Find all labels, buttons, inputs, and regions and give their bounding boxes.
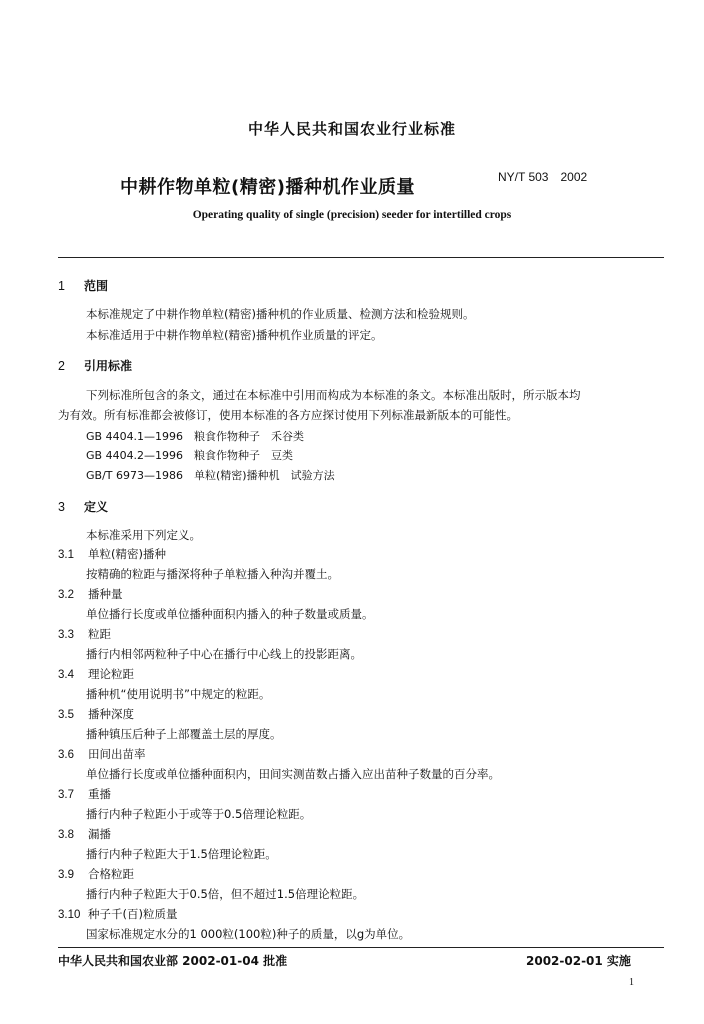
section-number: 3	[58, 500, 65, 514]
section-title: 范围	[84, 279, 109, 293]
section-number: 1	[58, 279, 65, 293]
definition-term	[58, 546, 166, 562]
paragraph: 本标准采用下列定义。	[86, 528, 201, 542]
definition-term	[58, 586, 123, 602]
definition-text: 播种镇压后种子上部覆盖土层的厚度。	[86, 727, 282, 741]
definition-text: 按精确的粒距与播深将种子单粒播入种沟并覆土。	[86, 567, 339, 581]
paragraph: 本标准适用于中耕作物单粒(精密)播种机作业质量的评定。	[86, 328, 383, 342]
reference-item: GB/T 6973—1986 单粒(精密)播种机 试验方法	[86, 469, 335, 482]
term-label: 播种量	[88, 587, 123, 601]
definition-term	[58, 906, 177, 922]
header-divider	[58, 257, 664, 258]
issuing-authority: 中华人民共和国农业行业标准	[247, 120, 456, 138]
definition-text: 播行内相邻两粒种子中心在播行中心线上的投影距离。	[86, 647, 362, 661]
definition-term	[58, 826, 111, 842]
definition-term	[58, 666, 134, 682]
clause-number: 3.8	[58, 829, 74, 841]
reference-item: GB 4404.1—1996 粮食作物种子 禾谷类	[86, 430, 305, 443]
definition-term	[58, 706, 134, 722]
definition-term	[58, 866, 134, 882]
definition-text: 国家标准规定水分的1 000粒(100粒)种子的质量，以g为单位。	[86, 927, 411, 941]
term-label: 单粒(精密)播种	[88, 547, 166, 561]
section-heading-scope	[58, 277, 108, 294]
approval-line: 中华人民共和国农业部 2002-01-04 批准	[58, 954, 288, 968]
definition-text: 单位播行长度或单位播种面积内播入的种子数量或质量。	[86, 607, 374, 621]
reference-item: GB 4404.2—1996 粮食作物种子 豆类	[86, 449, 294, 462]
definition-text: 单位播行长度或单位播种面积内，田间实测苗数占播入应出苗种子数量的百分率。	[86, 767, 500, 781]
definition-text: 播行内种子粒距小于或等于0.5倍理论粒距。	[86, 807, 312, 821]
clause-number: 3.5	[58, 709, 74, 721]
definition-term	[58, 786, 111, 802]
footer-divider	[58, 947, 664, 948]
definition-term	[58, 746, 146, 762]
standard-number: NY/T 503 2002	[498, 170, 588, 184]
paragraph: 本标准规定了中耕作物单粒(精密)播种机的作业质量、检测方法和检验规则。	[86, 307, 475, 321]
page-number: 1	[629, 977, 634, 988]
term-label: 漏播	[88, 827, 111, 841]
definition-text: 播行内种子粒距大于0.5倍，但不超过1.5倍理论粒距。	[86, 887, 365, 901]
definition-text: 播种机“使用说明书”中规定的粒距。	[86, 687, 271, 701]
clause-number: 3.7	[58, 789, 74, 801]
term-label: 合格粒距	[88, 867, 134, 881]
paragraph: 下列标准所包含的条文，通过在本标准中引用而构成为本标准的条文。本标准出版时，所示版本均	[86, 388, 581, 402]
clause-number: 3.9	[58, 869, 74, 881]
term-label: 重播	[88, 787, 111, 801]
english-title: Operating quality of single (precision) seeder for intertilled crops	[192, 209, 512, 221]
definition-text: 播行内种子粒距大于1.5倍理论粒距。	[86, 847, 277, 861]
document-title: 中耕作物单粒(精密)播种机作业质量	[120, 177, 415, 198]
section-number: 2	[58, 359, 65, 373]
clause-number: 3.1	[58, 549, 74, 561]
term-label: 粒距	[88, 627, 111, 641]
paragraph: 为有效。所有标准都会被修订，使用本标准的各方应探讨使用下列标准最新版本的可能性。	[58, 408, 518, 422]
term-label: 播种深度	[88, 707, 134, 721]
term-label: 理论粒距	[88, 667, 134, 681]
clause-number: 3.4	[58, 669, 74, 681]
clause-number: 3.3	[58, 629, 74, 641]
section-title: 定义	[84, 500, 109, 514]
clause-number: 3.6	[58, 749, 74, 761]
section-heading-definitions	[58, 498, 108, 515]
definition-term	[58, 626, 111, 642]
clause-number: 3.2	[58, 589, 74, 601]
implementation-date: 2002-02-01 实施	[526, 954, 631, 968]
term-label: 田间出苗率	[88, 747, 146, 761]
term-label: 种子千(百)粒质量	[88, 907, 178, 921]
section-heading-references	[58, 357, 132, 374]
clause-number: 3.10	[58, 909, 81, 921]
section-title: 引用标准	[84, 359, 133, 373]
